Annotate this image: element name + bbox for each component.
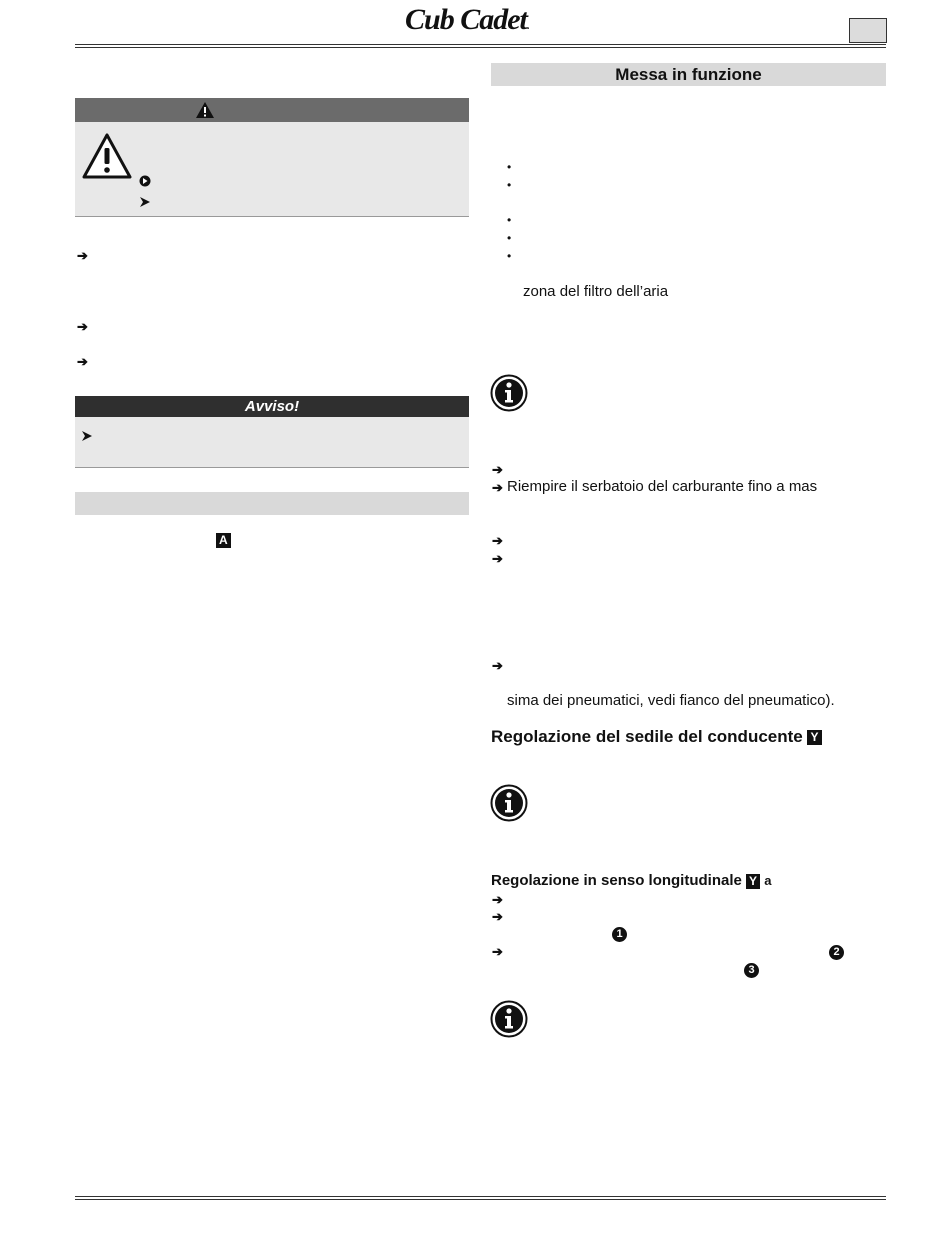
arrow-icon: ➔ bbox=[492, 462, 503, 477]
warning-header bbox=[75, 98, 469, 122]
info-icon bbox=[490, 1000, 528, 1038]
brand-logo bbox=[405, 3, 528, 37]
brand-name: Cub Cadet bbox=[405, 3, 527, 36]
arrow-icon: ➔ bbox=[492, 944, 503, 959]
figure-ref-y: Y bbox=[746, 874, 760, 889]
footer-rule-bottom bbox=[75, 1199, 886, 1200]
arrow-icon: ➔ bbox=[492, 551, 503, 566]
chevron-arrow-icon bbox=[81, 430, 93, 442]
bullet-dot: • bbox=[507, 178, 512, 192]
bullet-dot: • bbox=[507, 213, 512, 227]
arrow-icon: ➔ bbox=[77, 248, 88, 263]
page-number-box bbox=[849, 18, 887, 43]
bullet-dot: • bbox=[507, 249, 512, 263]
arrow-icon: ➔ bbox=[77, 319, 88, 334]
warning-triangle-icon bbox=[81, 132, 133, 180]
step-number-3: 3 bbox=[744, 963, 759, 978]
footer-rule-top bbox=[75, 1196, 886, 1197]
chevron-arrow-icon bbox=[139, 196, 151, 208]
arrow-icon: ➔ bbox=[492, 892, 503, 907]
fuel-text: Riempire il serbatoio del carburante fino a mas bbox=[507, 478, 818, 495]
longitudinal-heading: Regolazione in senso longitudinale Y a bbox=[491, 872, 772, 889]
left-section-bar bbox=[75, 492, 469, 515]
figure-ref-y: Y bbox=[807, 730, 821, 745]
figure-ref-a: A bbox=[216, 532, 231, 550]
info-icon bbox=[490, 374, 528, 412]
bullet-dot: • bbox=[507, 160, 512, 174]
arrow-icon: ➔ bbox=[77, 354, 88, 369]
bullet-dot: • bbox=[507, 231, 512, 245]
arrow-icon: ➔ bbox=[492, 533, 503, 548]
arrow-icon: ➔ bbox=[492, 909, 503, 924]
figure-sub-letter: a bbox=[764, 873, 772, 888]
tyre-text: sima dei pneumatici, vedi fianco del pneumatico). bbox=[507, 692, 835, 709]
warning-body bbox=[75, 122, 469, 217]
air-filter-text: zona del filtro dell’aria bbox=[523, 283, 669, 300]
header-rule-top bbox=[75, 44, 886, 45]
header-rule-bottom bbox=[75, 47, 886, 48]
step-number-1: 1 bbox=[612, 927, 627, 942]
section-title: Messa in funzione bbox=[491, 63, 886, 86]
avviso-body bbox=[75, 417, 469, 468]
step-number-2: 2 bbox=[829, 945, 844, 960]
info-icon bbox=[490, 784, 528, 822]
arrow-icon: ➔ bbox=[492, 658, 503, 673]
warning-small-icon bbox=[195, 101, 215, 119]
brand-mark: . bbox=[526, 21, 529, 32]
arrow-icon: ➔ bbox=[492, 480, 503, 495]
avviso-header: Avviso! bbox=[75, 396, 469, 417]
seat-heading: Regolazione del sedile del conducente Y bbox=[491, 727, 822, 747]
arrow-circle-icon bbox=[139, 175, 151, 187]
